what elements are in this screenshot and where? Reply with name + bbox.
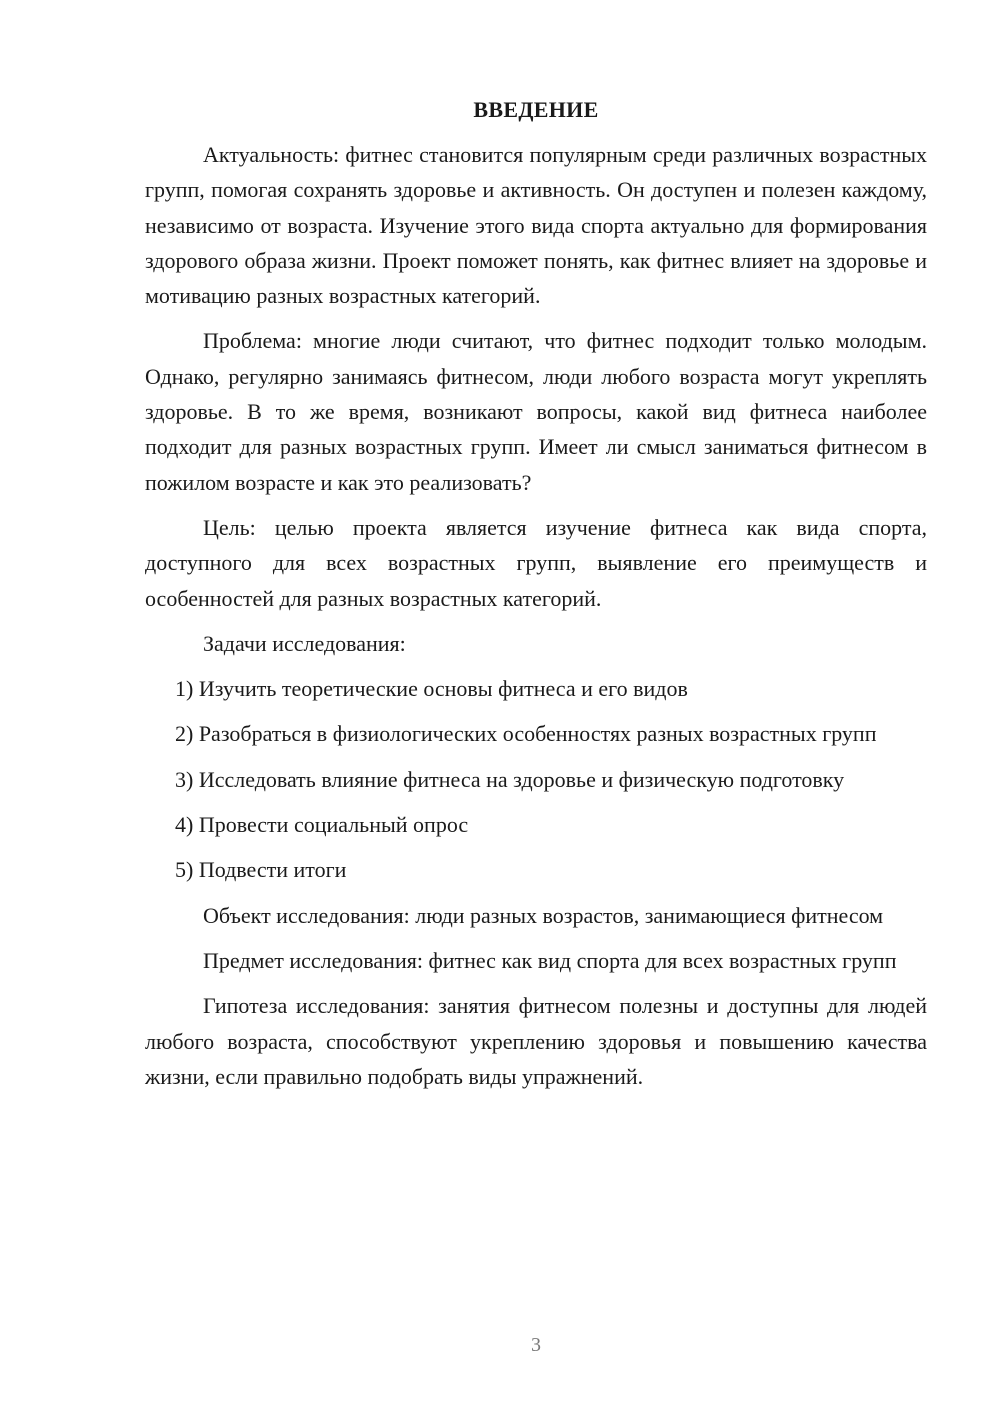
paragraph-subject: Предмет исследования: фитнес как вид спорта для всех возрастных групп: [203, 947, 897, 973]
task-item: 5) Подвести итоги: [175, 857, 347, 883]
paragraph-problem: Проблема: многие люди считают, что фитнес подходит только молодым. Однако, регулярно занимаясь фитнесом, люди любого возраста могут укреплять здоровье. В то же время, возникают вопросы, какой вид фитнеса наиболее подходит для разных возрастных групп. Имеет ли смысл заниматься фитнесом в пожилом возрасте и как это реализовать?: [145, 328, 927, 495]
paragraph-hypothesis: Гипотеза исследования: занятия фитнесом полезны и доступны для людей любого возраста, способствуют укреплению здоровья и повышению качества жизни, если правильно подобрать виды упражнений.: [145, 993, 927, 1089]
task-item: 2) Разобраться в физиологических особенностях разных возрастных групп: [175, 721, 877, 747]
tasks-heading: Задачи исследования:: [203, 630, 406, 656]
task-item: 4) Провести социальный опрос: [175, 812, 469, 838]
task-item: 3) Исследовать влияние фитнеса на здоровье и физическую подготовку: [175, 766, 845, 792]
paragraph-relevance: Актуальность: фитнес становится популярным среди различных возрастных групп, помогая сохранять здоровье и активность. Он доступен и полезен каждому, независимо от возраста. Изучение этого вида спорта актуально для формирования здорового образа жизни. Проект поможет понять, как фитнес влияет на здоровье и мотивацию разных возрастных категорий.: [145, 142, 927, 309]
task-item: 1) Изучить теоретические основы фитнеса и его видов: [175, 676, 688, 702]
paragraph-goal: Цель: целью проекта является изучение фитнеса как вида спорта, доступного для всех возрастных групп, выявление его преимуществ и особенностей для разных возрастных категорий.: [145, 514, 927, 611]
tasks-list: [145, 671, 927, 887]
paragraph-object: Объект исследования: люди разных возрастов, занимающиеся фитнесом: [203, 902, 884, 928]
section-title: ВВЕДЕНИЕ: [473, 97, 599, 122]
document-page: [145, 92, 927, 1104]
page-number: 3: [531, 1334, 541, 1356]
